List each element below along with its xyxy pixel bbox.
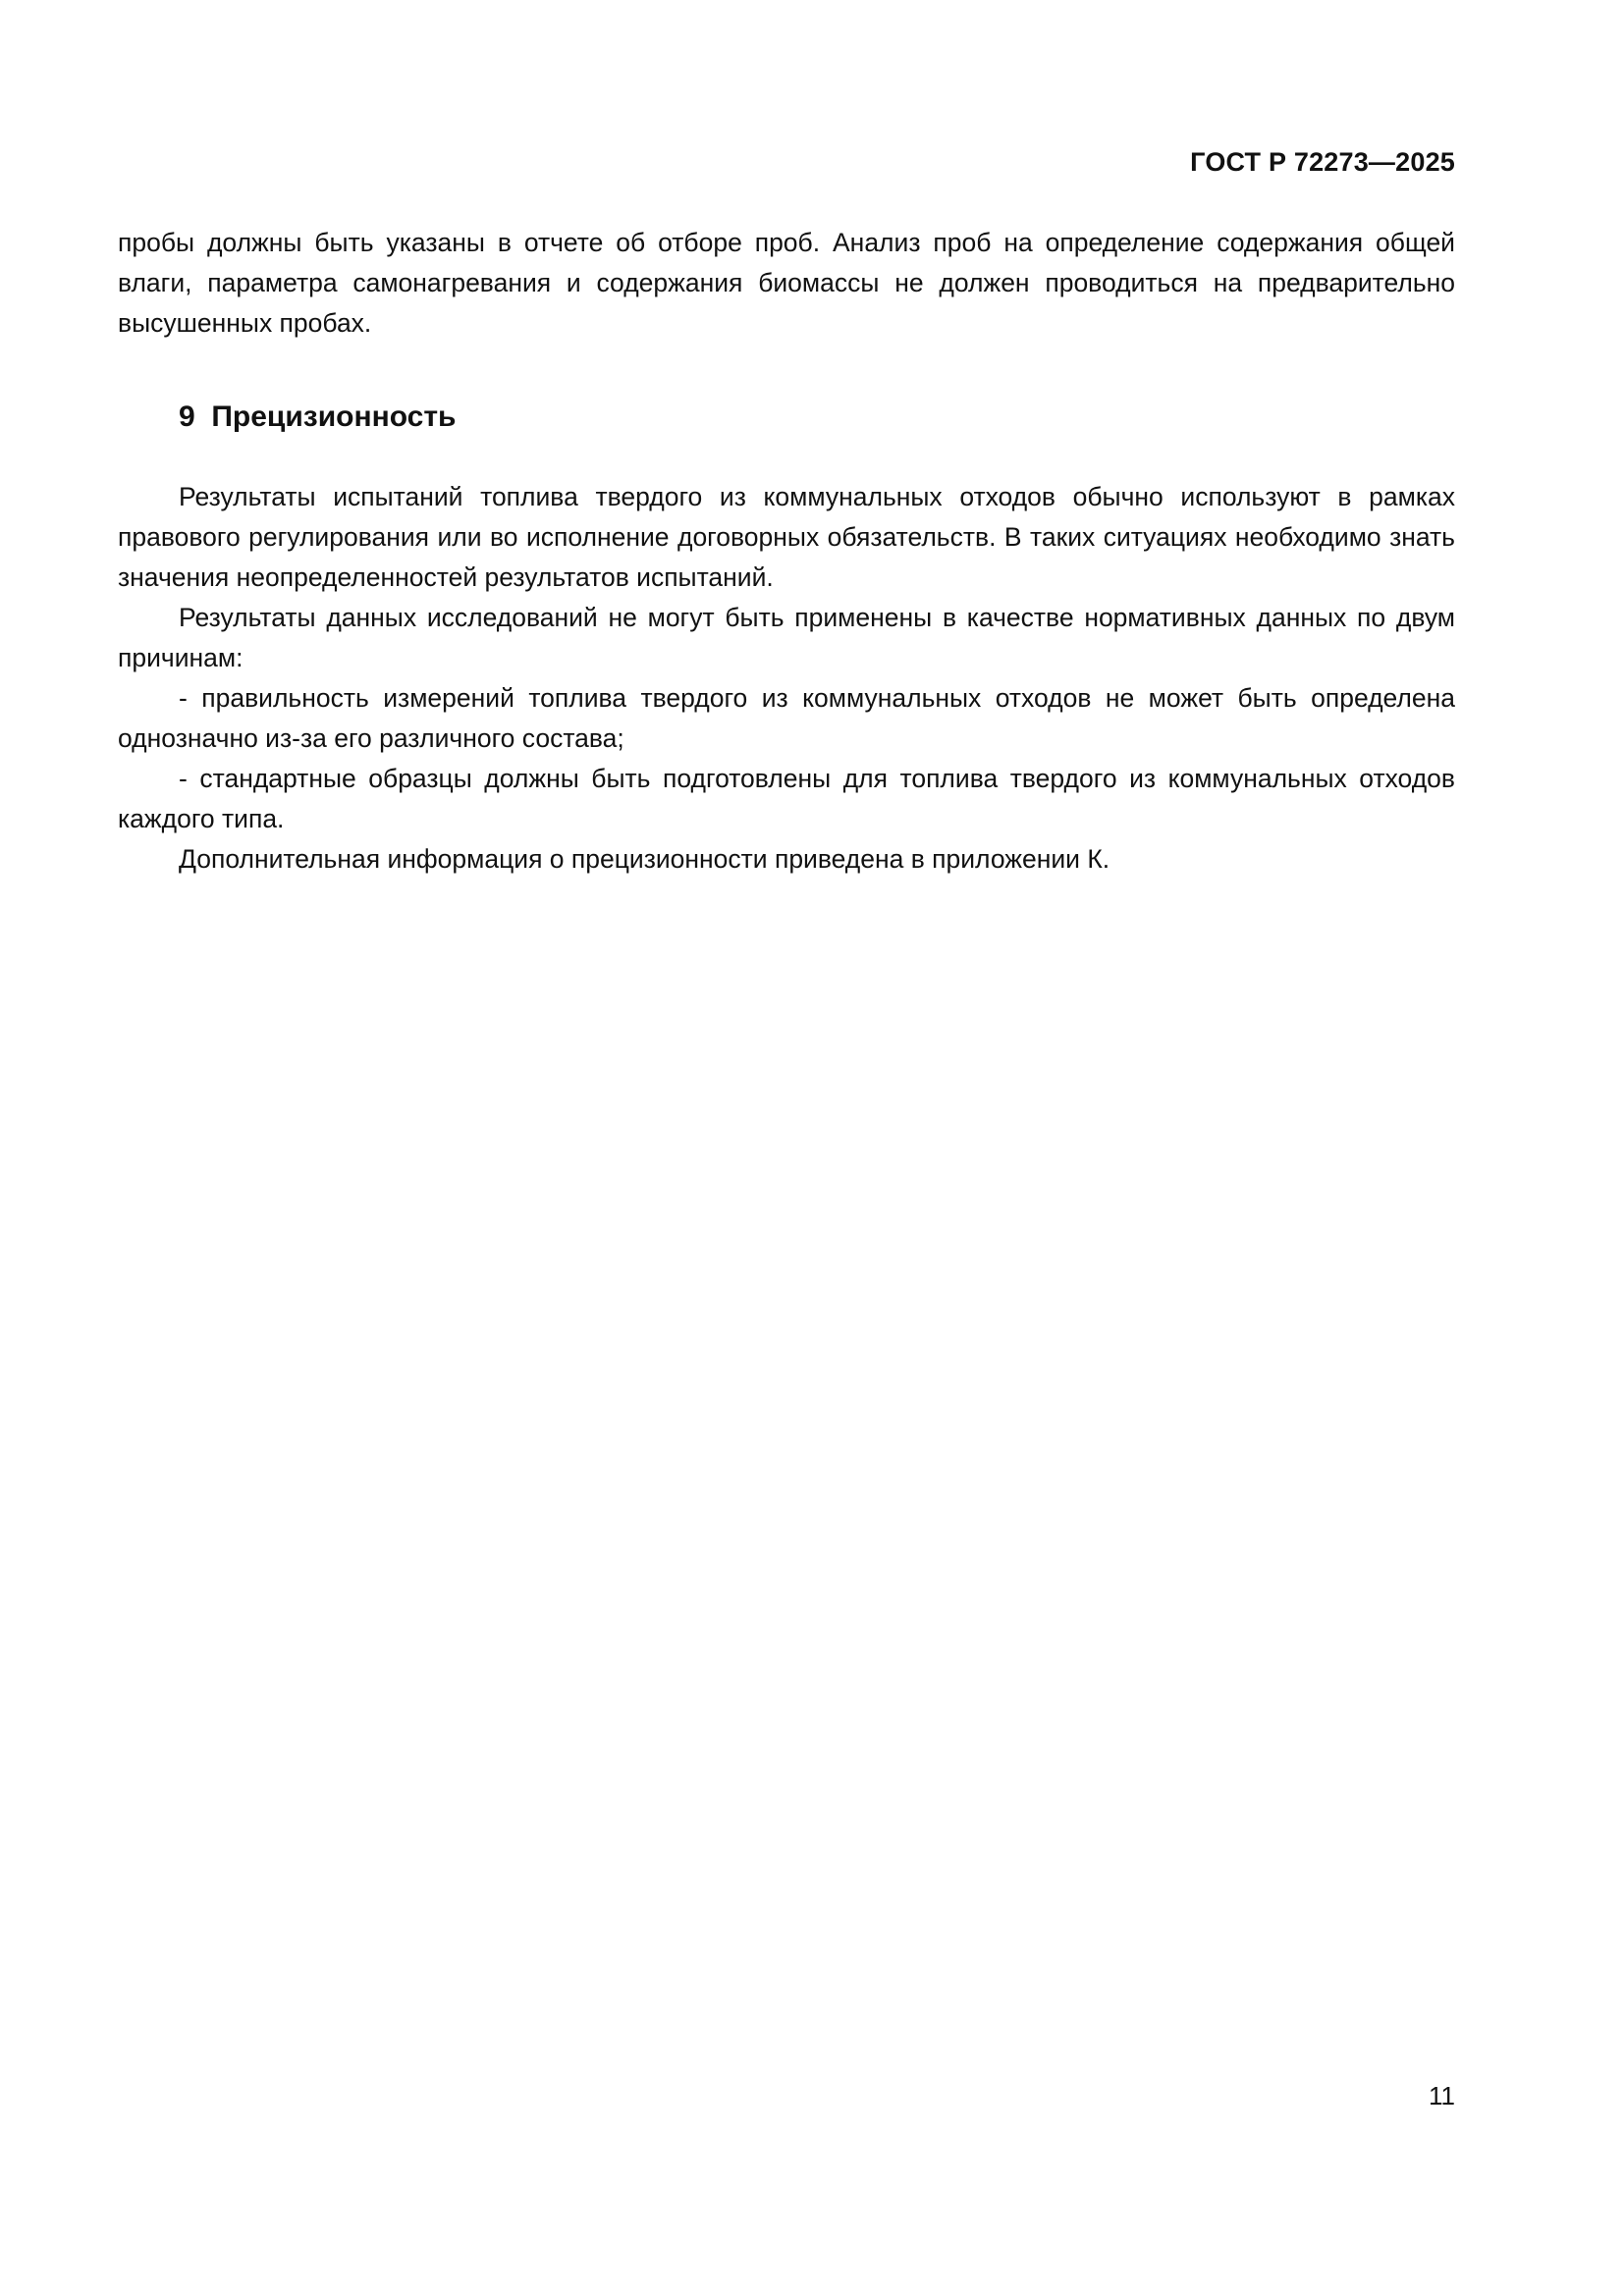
list-item-paragraph: - стандартные образцы должны быть подготовлены для топлива твердого из коммунальных отходов каждого типа. bbox=[118, 764, 1455, 833]
content-area bbox=[118, 147, 1455, 880]
list-item-paragraph: - правильность измерений топлива твердого из коммунальных отходов не может быть определена однозначно из-за его различного состава; bbox=[118, 683, 1455, 753]
paragraph: Дополнительная информация о прецизионности приведена в приложении К. bbox=[179, 844, 1110, 874]
doc-code-header: ГОСТ Р 72273—2025 bbox=[1190, 147, 1455, 177]
intro-paragraph: пробы должны быть указаны в отчете об отборе проб. Анализ проб на определение содержания общей влаги, параметра самонагревания и содержания биомассы не должен проводиться на предварительно высушенных пробах. bbox=[118, 228, 1455, 338]
paragraph: Результаты данных исследований не могут быть применены в качестве нормативных данных по двум причинам: bbox=[118, 603, 1455, 672]
page-number: 11 bbox=[1429, 2081, 1455, 2110]
section-heading: 9 Прецизионность bbox=[179, 400, 457, 433]
paragraph: Результаты испытаний топлива твердого из коммунальных отходов обычно используют в рамках правового регулирования или во исполнение договорных обязательств. В таких ситуациях необходимо знать значения неопределенностей результатов испытаний. bbox=[118, 482, 1455, 592]
